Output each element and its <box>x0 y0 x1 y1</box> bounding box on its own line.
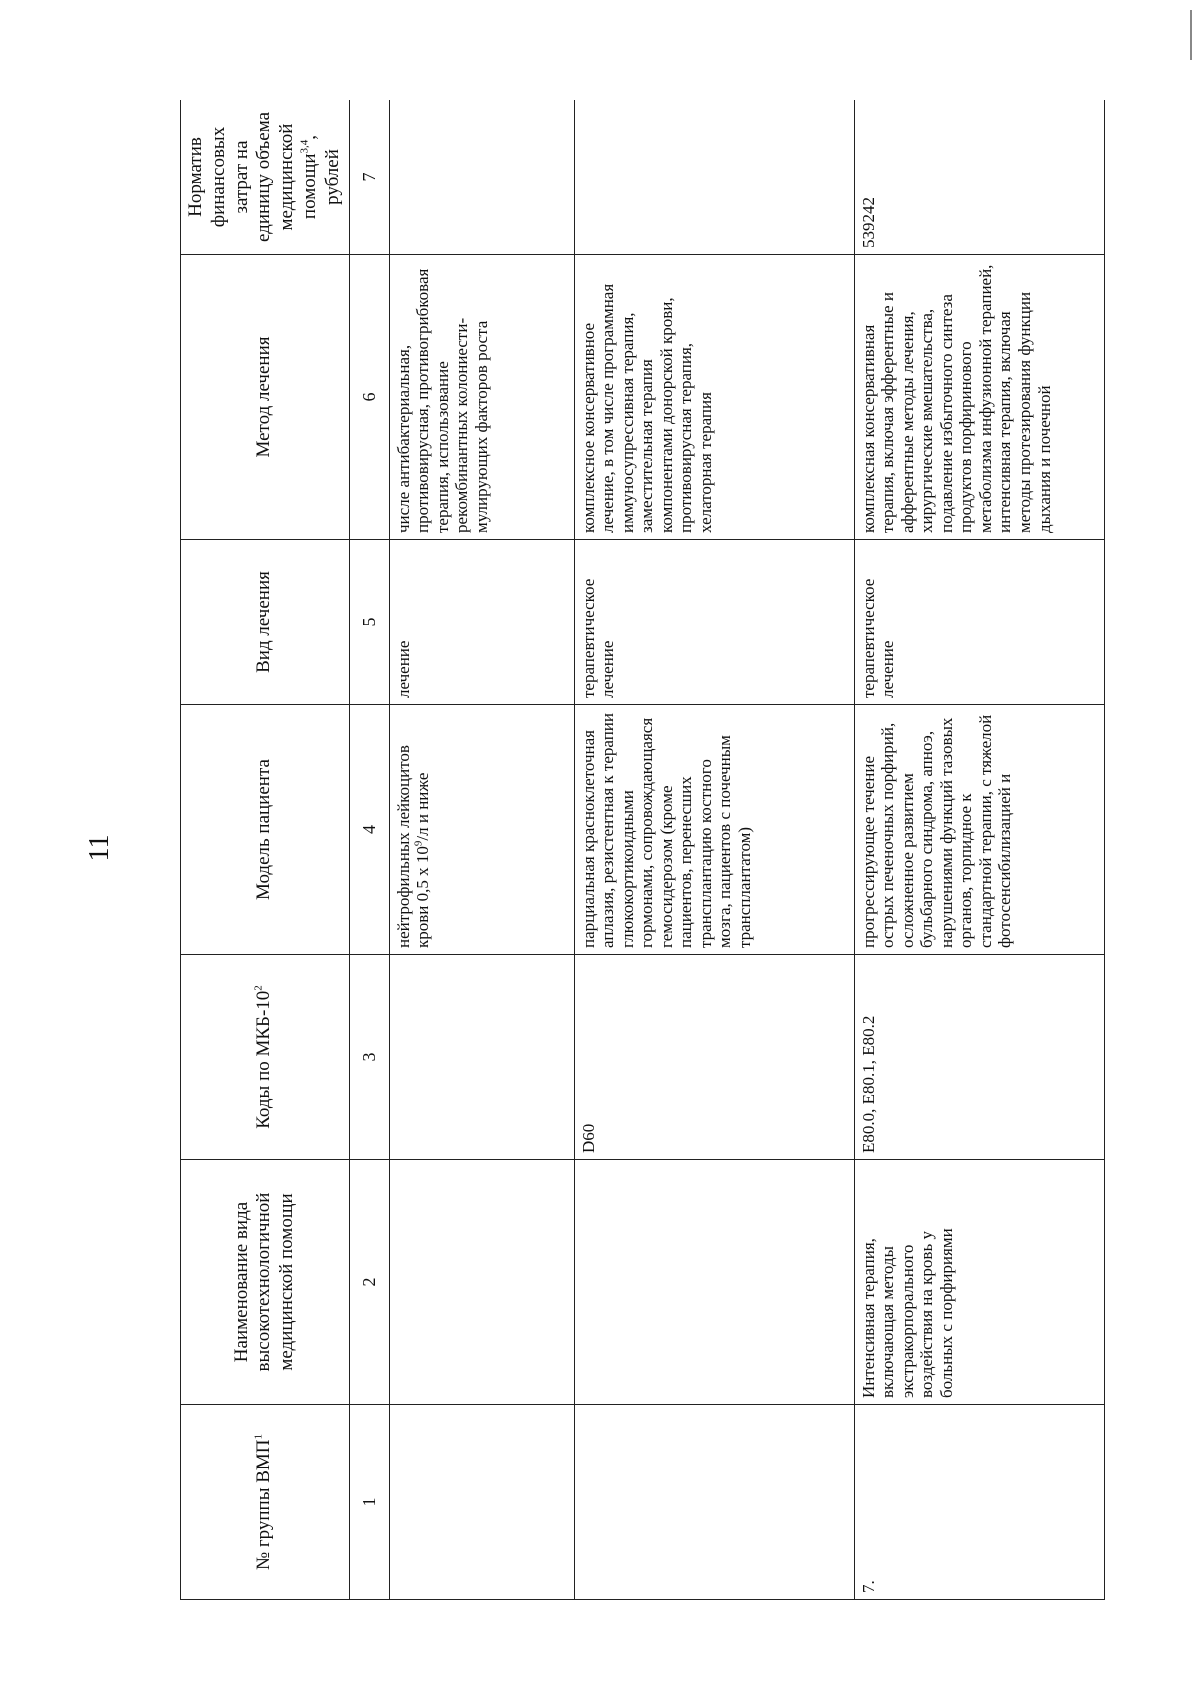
header-icd-codes: Коды по МКБ-$10^2$ <box>181 955 350 1160</box>
vmp-table <box>180 100 1105 1600</box>
cell-codes: D60 <box>574 955 854 1160</box>
cell-cost <box>389 100 574 255</box>
col-number: 7 <box>349 100 389 255</box>
col-number: 6 <box>349 255 389 540</box>
cell-codes: E80.0, E80.1, E80.2 <box>854 955 1104 1160</box>
header-patient-model: Модель пациента <box>181 705 350 955</box>
cell-name <box>389 1160 574 1405</box>
header-cost-standard: Норматив финансовых затрат на единицу объема медицинской помощи$^{3,4}$, рублей <box>181 100 350 255</box>
header-treatment-method: Метод лечения <box>181 255 350 540</box>
cell-name: Интенсивная терапия, включающая методы экстракорпорального воздействия на кровь у больных с порфириями <box>854 1160 1104 1405</box>
col-number: 3 <box>349 955 389 1160</box>
cell-group: 7. <box>854 1405 1104 1600</box>
header-care-type-name: Наименование вида высокотехнологичной медицинской помощи <box>181 1160 350 1405</box>
rotated-table-container <box>180 100 1120 1600</box>
col-number: 1 <box>349 1405 389 1600</box>
cell-model: парциальная красноклеточная аплазия, резистентная к терапии глюкокортикоидными гормонами, сопровождающаяся гемосидерозом (кроме пациентов, перенесших трансплантацию костного мозга, пациентов с почечным трансплантатом) <box>574 705 854 955</box>
cell-cost: 539242 <box>854 100 1104 255</box>
cell-model-text: прогрессирующее течение острых печеночных порфирий, осложненное развитием бульбарного синдрома, апноэ, нарушениями функций тазовых органов, торпидное к стандартной терапии, с тяжелой фотосенсибилизацией и <box>858 714 1015 948</box>
table-wrapper <box>180 100 1200 1600</box>
table-row <box>854 100 1104 1600</box>
cell-codes <box>389 955 574 1160</box>
margin-mark <box>1190 10 1192 60</box>
cell-method: комплексное консервативное лечение, в том числе программная иммуносупрессивная терапия, заместительная терапия компонентами донорской крови, противовирусная терапия, хелаторная терапия <box>574 255 854 540</box>
col-number: 4 <box>349 705 389 955</box>
table-row <box>389 100 574 1600</box>
header-row <box>181 100 350 1600</box>
cell-treatment: терапевтическое лечение <box>574 540 854 705</box>
cell-cost <box>574 100 854 255</box>
col-number: 2 <box>349 1160 389 1405</box>
cell-treatment: терапевтическое лечение <box>854 540 1104 705</box>
cell-method-text: комплексная консервативная терапия, включая эфферентные и афферентные методы лечения, хирургические вмешательства, подавление избыточного синтеза продуктов порфиринового метаболизма инфузионной терапией, интенсивная терапия, включая методы протезирования функции дыхания и почечной <box>858 264 1054 533</box>
cell-name <box>574 1160 854 1405</box>
table-row <box>574 100 854 1600</box>
cell-group <box>389 1405 574 1600</box>
cell-group <box>574 1405 854 1600</box>
cell-model <box>854 705 1104 955</box>
cell-method <box>854 255 1104 540</box>
column-number-row <box>349 100 389 1600</box>
page-number: 11 <box>84 834 115 862</box>
cell-model: нейтрофильных лейкоцитов крови 0,5 x $10^9/л$ и ниже <box>389 705 574 955</box>
header-group-number: № группы ВМП$^1$ <box>181 1405 350 1600</box>
header-treatment-type: Вид лечения <box>181 540 350 705</box>
cell-method: числе антибактериальная, противовирусная, противогрибковая терапия, использование рекомбинантных колониестимулирующих факторов роста <box>389 255 574 540</box>
cell-treatment: лечение <box>389 540 574 705</box>
col-number: 5 <box>349 540 389 705</box>
